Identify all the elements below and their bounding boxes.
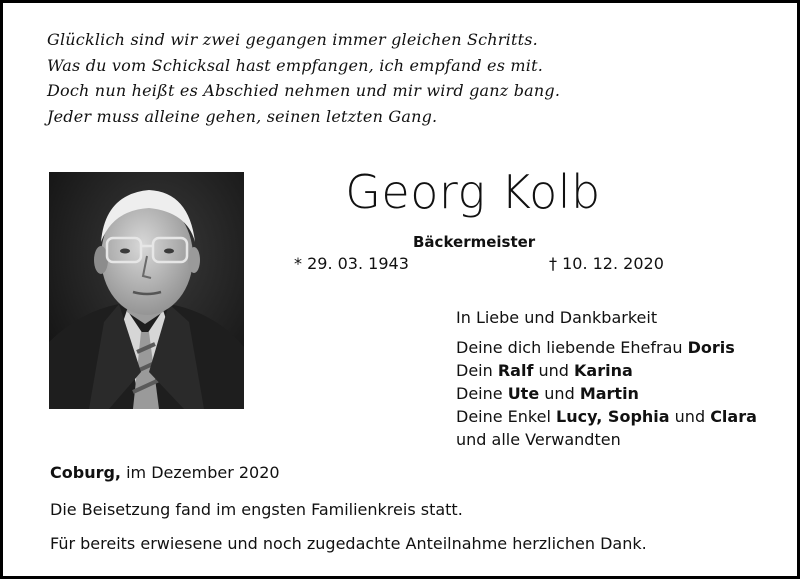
mourner-son xyxy=(456,359,757,382)
mourner-son-name: Ralf xyxy=(497,361,534,380)
poem-line: Jeder muss alleine gehen, seinen letzten Gang. xyxy=(47,106,438,126)
deceased-profession: Bäckermeister xyxy=(413,233,536,251)
death-date: † 10. 12. 2020 xyxy=(549,254,664,273)
poem-line: Doch nun heißt es Abschied nehmen und mir wird ganz bang. xyxy=(47,81,561,100)
mourners-intro: In Liebe und Dankbarkeit xyxy=(456,308,658,327)
mourner-wife-name: Doris xyxy=(687,338,735,357)
poem-line: Was du vom Schicksal hast empfangen, ich empfand es mit. xyxy=(47,55,544,75)
poem-line: Glücklich sind wir zwei gegangen immer gleichen Schritts. xyxy=(47,30,538,49)
portrait-photo-image xyxy=(49,172,244,409)
mourner-grandchildren xyxy=(456,405,757,428)
mourner-wife xyxy=(456,336,757,359)
date: im Dezember 2020 xyxy=(126,463,280,482)
mourner-daughter-partner: Martin xyxy=(579,384,639,403)
mourner-grandchildren-names: Lucy, Sophia xyxy=(556,407,670,426)
thanks-note: Für bereits erwiesene und noch zugedachte Anteilnahme herzlichen Dank. xyxy=(50,534,647,553)
mourner-grandchildren-last: Clara xyxy=(710,407,757,426)
mourner-daughter-prefix: Deine xyxy=(456,384,503,403)
portrait-photo xyxy=(49,172,244,409)
mourner-daughter-name: Ute xyxy=(507,384,540,403)
mourner-wife-prefix: Deine dich liebende Ehefrau xyxy=(456,338,683,357)
mourner-grandchildren-prefix: Deine Enkel xyxy=(456,407,551,426)
mourner-son-conj: und xyxy=(538,361,569,380)
birth-date: * 29. 03. 1943 xyxy=(294,254,409,273)
mourner-son-prefix: Dein xyxy=(456,361,493,380)
poem xyxy=(47,27,560,129)
place-date xyxy=(50,463,280,482)
mourners-list xyxy=(456,306,757,451)
mourner-grandchildren-conj: und xyxy=(674,407,706,426)
mourner-relatives: und alle Verwandten xyxy=(456,430,621,449)
place: Coburg, xyxy=(50,463,121,482)
deceased-name: Georg Kolb xyxy=(345,165,601,219)
mourner-son-partner: Karina xyxy=(574,361,633,380)
burial-note: Die Beisetzung fand im engsten Familienkreis statt. xyxy=(50,500,463,519)
mourner-daughter xyxy=(456,382,757,405)
mourner-daughter-conj: und xyxy=(544,384,575,403)
